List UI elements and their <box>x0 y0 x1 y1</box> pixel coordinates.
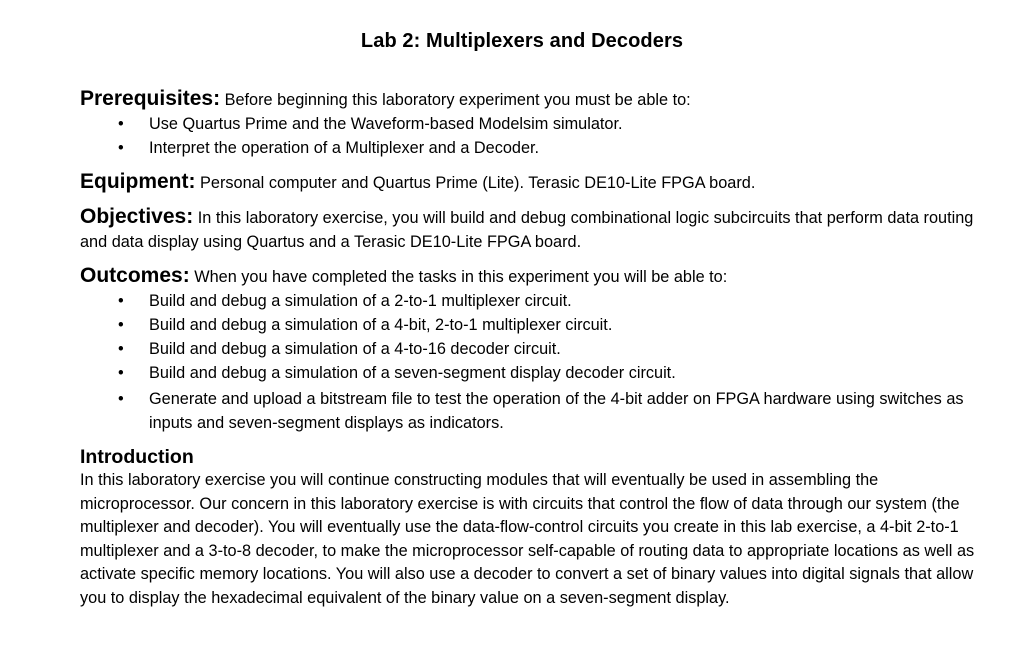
prerequisites-heading: Prerequisites: <box>80 87 221 110</box>
outcomes-list <box>80 289 984 435</box>
introduction-heading: Introduction <box>80 446 194 468</box>
bullet-icon: • <box>118 139 124 157</box>
list-item: • Use Quartus Prime and the Waveform-based Modelsim simulator. <box>80 112 984 136</box>
bullet-icon: • <box>118 340 124 358</box>
objectives-text: In this laboratory exercise, you will build and debug combinational logic subcircuits that perform data routing and data display using Quartus and a Terasic DE10-Lite FPGA board. <box>80 209 974 251</box>
outcomes-section <box>80 264 984 435</box>
prerequisites-text: Before beginning this laboratory experiment you must be able to: <box>224 91 691 109</box>
bullet-icon: • <box>118 115 124 133</box>
list-item: • Build and debug a simulation of a 2-to-1 multiplexer circuit. <box>80 289 984 313</box>
equipment-heading: Equipment: <box>80 170 196 193</box>
bullet-icon: • <box>118 292 124 310</box>
list-item: • Build and debug a simulation of a 4-bit, 2-to-1 multiplexer circuit. <box>80 313 984 337</box>
bullet-icon: • <box>118 364 124 382</box>
prerequisites-list <box>80 112 984 160</box>
objectives-section <box>80 205 984 254</box>
list-item: • Build and debug a simulation of a 4-to-16 decoder circuit. <box>80 337 984 361</box>
objectives-heading: Objectives: <box>80 205 194 228</box>
introduction-section <box>80 445 984 610</box>
list-item: • Generate and upload a bitstream file to test the operation of the 4-bit adder on FPGA hardware using switches as inputs and seven-segment displays as indicators. <box>80 387 984 435</box>
list-item: • Build and debug a simulation of a seven-segment display decoder circuit. <box>80 361 984 385</box>
prerequisites-section <box>80 87 984 160</box>
introduction-text: In this laboratory exercise you will continue constructing modules that will eventually be used in assembling the microprocessor. Our concern in this laboratory exercise is with circuits that control the flow of data through our system (the multiplexer and decoder). You will eventually use the data-flow-control circuits you create in this lab exercise, a 4-bit 2-to-1 multiplexer and a 3-to-8 decoder, to make the microprocessor self-capable of routing data to appropriate locations as well as activate specific memory locations. You will also use a decoder to convert a set of binary values into digital signals that allow you to display the hexadecimal equivalent of the binary value on a seven-segment display. <box>80 471 975 607</box>
equipment-text: Personal computer and Quartus Prime (Lite). Terasic DE10-Lite FPGA board. <box>200 174 756 192</box>
outcomes-text: When you have completed the tasks in this experiment you will be able to: <box>194 268 728 286</box>
equipment-section <box>80 170 984 195</box>
page-title: Lab 2: Multiplexers and Decoders <box>360 30 684 52</box>
outcomes-heading: Outcomes: <box>80 264 190 287</box>
list-item: • Interpret the operation of a Multiplexer and a Decoder. <box>80 136 984 160</box>
bullet-icon: • <box>118 316 124 334</box>
bullet-icon: • <box>118 390 124 408</box>
